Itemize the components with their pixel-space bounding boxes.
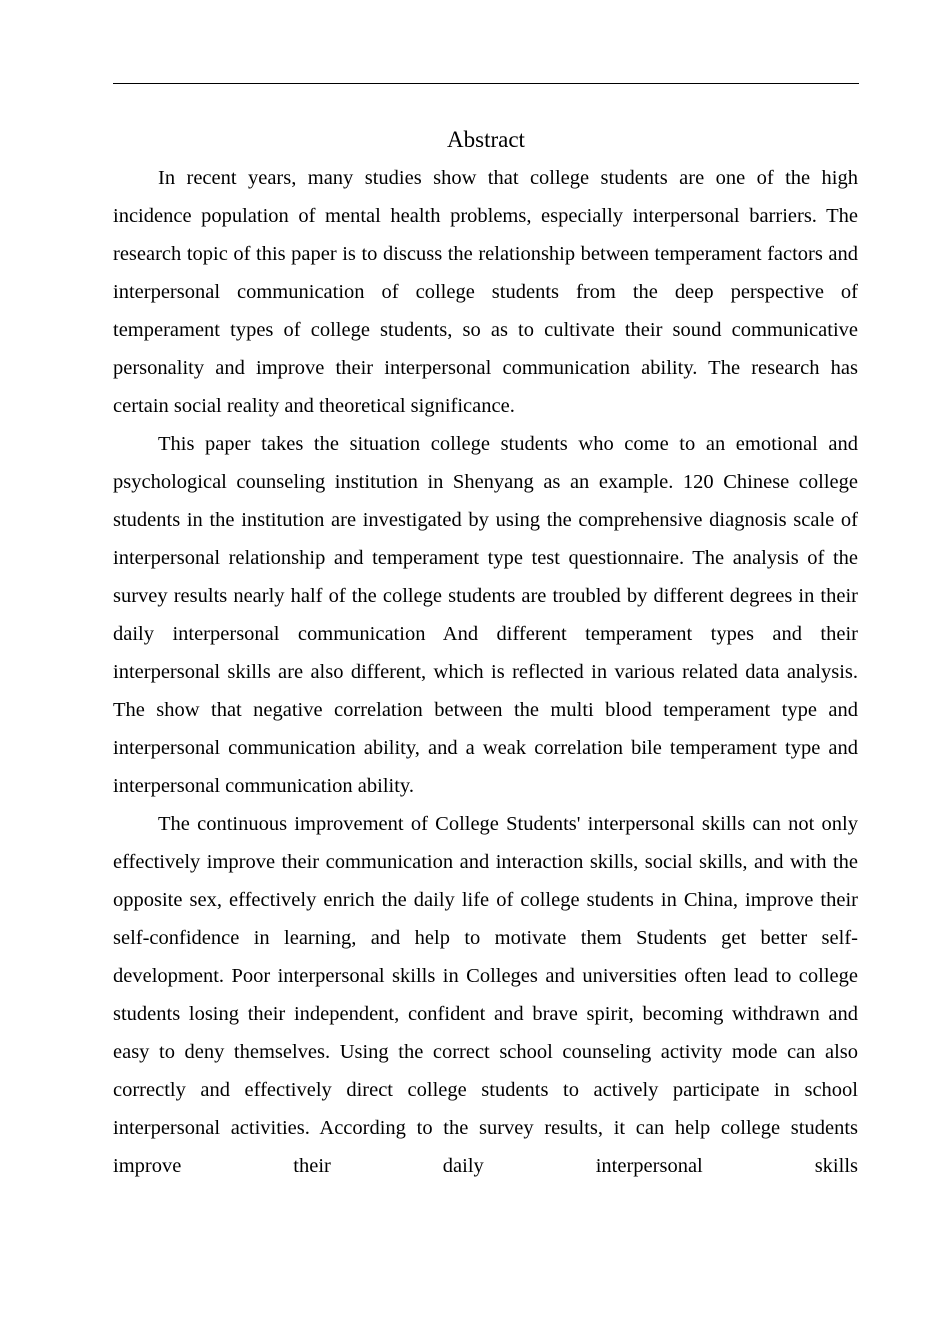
abstract-body — [113, 159, 858, 1185]
paragraph-2: This paper takes the situation college students who come to an emotional and psychological counseling institution in Shenyang as an example. 120 Chinese college students in the institution are investigated by using the comprehensive diagnosis scale of interpersonal relationship and temperament type test questionnaire. The analysis of the survey results nearly half of the college students are troubled by different degrees in their daily interpersonal communication And different temperament types and their interpersonal skills are also different, which is reflected in various related data analysis. The show that negative correlation between the multi blood temperament type and interpersonal communication ability, and a weak correlation bile temperament type and interpersonal communication ability. — [113, 433, 858, 797]
paragraph-3: The continuous improvement of College Students' interpersonal skills can not only effectively improve their communication and interaction skills, social skills, and with the opposite sex, effectively enrich the daily life of college students in China, improve their self-confidence in learning, and help to motivate them Students get better self-development. Poor interpersonal skills in Colleges and universities often lead to college students losing their independent, confident and brave spirit, becoming withdrawn and easy to deny themselves. Using the correct school counseling activity mode can also correctly and effectively direct college students to actively participate in school interpersonal activities. According to the survey results, it can help college students improve their daily interpersonal skills — [113, 813, 858, 1177]
paragraph-1: In recent years, many studies show that college students are one of the high incidence population of mental health problems, especially interpersonal barriers. The research topic of this paper is to discuss the relationship between temperament factors and interpersonal communication of college students from the deep perspective of temperament types of college students, so as to cultivate their sound communicative personality and improve their interpersonal communication ability. The research has certain social reality and theoretical significance. — [113, 167, 858, 417]
abstract-title: Abstract — [447, 127, 525, 152]
header-rule — [113, 83, 859, 84]
